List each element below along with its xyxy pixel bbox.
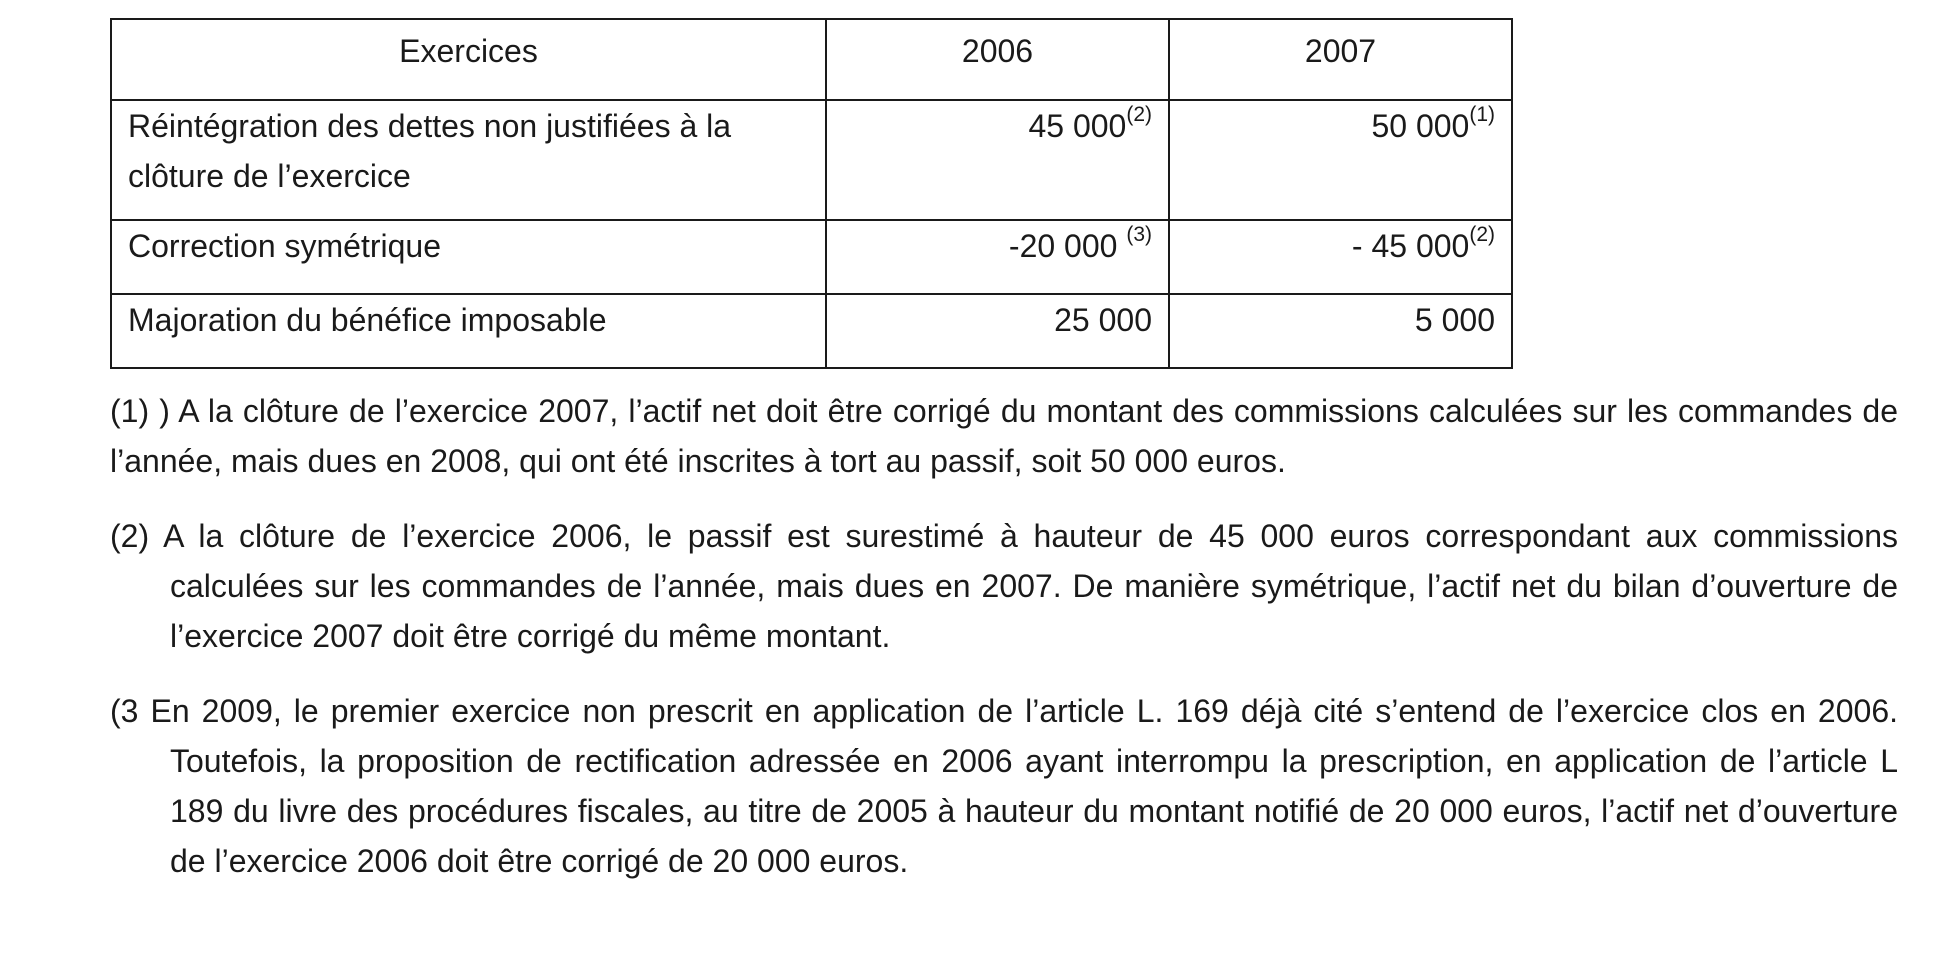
cell-value: 45 000	[1028, 108, 1127, 144]
cell-2007-correction	[1169, 220, 1512, 294]
footnote-ref: (2)	[1469, 223, 1495, 247]
cell-2006-reintegration	[826, 100, 1169, 220]
cell-2007-majoration: 5 000	[1169, 294, 1512, 368]
row-label-reintegration: Réintégration des dettes non justifiées à la clôture de l’exercice	[111, 100, 826, 220]
row-label-majoration: Majoration du bénéfice imposable	[111, 294, 826, 368]
table-row	[111, 294, 1512, 368]
cell-2006-correction	[826, 220, 1169, 294]
footnote-text: En 2009, le premier exercice non prescrit en application de l’article L. 169 déjà cité s’entend de l’exercice clos en 2006. Toutefois, la proposition de rectification adressée en 2006 ayant interrompu la prescription, en application de l’article L 189 du livre des procédures fiscales, au titre de 2005 à hauteur du montant notifié de 20 000 euros, l’actif net d’ouverture de l’exercice 2006 doit être corrigé de 20 000 euros.	[138, 693, 1898, 879]
footnote-1	[110, 386, 1898, 486]
footnote-3	[110, 686, 1898, 886]
footnotes	[110, 386, 1898, 911]
fiscal-correction-table	[110, 18, 1513, 369]
table-row	[111, 100, 1512, 220]
row-label-correction: Correction symétrique	[111, 220, 826, 294]
cell-value: 50 000	[1371, 108, 1470, 144]
footnote-marker: (3	[110, 693, 139, 729]
footnote-text: A la clôture de l’exercice 2006, le passif est surestimé à hauteur de 45 000 euros correspondant aux commissions calculées sur les commandes de l’année, mais dues en 2007. De manière symétrique, l’actif net du bilan d’ouverture de l’exercice 2007 doit être corrigé du même montant.	[149, 518, 1898, 654]
cell-value: -20 000	[1008, 228, 1127, 264]
header-2006: 2006	[826, 19, 1169, 100]
cell-2006-majoration: 25 000	[826, 294, 1169, 368]
header-2007: 2007	[1169, 19, 1512, 100]
footnote-text: A la clôture de l’exercice 2007, l’actif net doit être corrigé du montant des commissions calculées sur les commandes de l’année, mais dues en 2008, qui ont été inscrites à tort au passif, soit 50 000 euros.	[110, 393, 1899, 479]
footnote-marker: (1) )	[110, 393, 170, 429]
table-header-row	[111, 19, 1512, 100]
cell-value: - 45 000	[1351, 228, 1470, 264]
footnote-ref: (2)	[1126, 103, 1152, 127]
table-row	[111, 220, 1512, 294]
cell-2007-reintegration	[1169, 100, 1512, 220]
footnote-marker: (2)	[110, 518, 150, 554]
footnote-ref: (1)	[1469, 103, 1495, 127]
header-exercices: Exercices	[111, 19, 826, 100]
footnote-2	[110, 511, 1898, 661]
footnote-ref: (3)	[1126, 223, 1152, 247]
